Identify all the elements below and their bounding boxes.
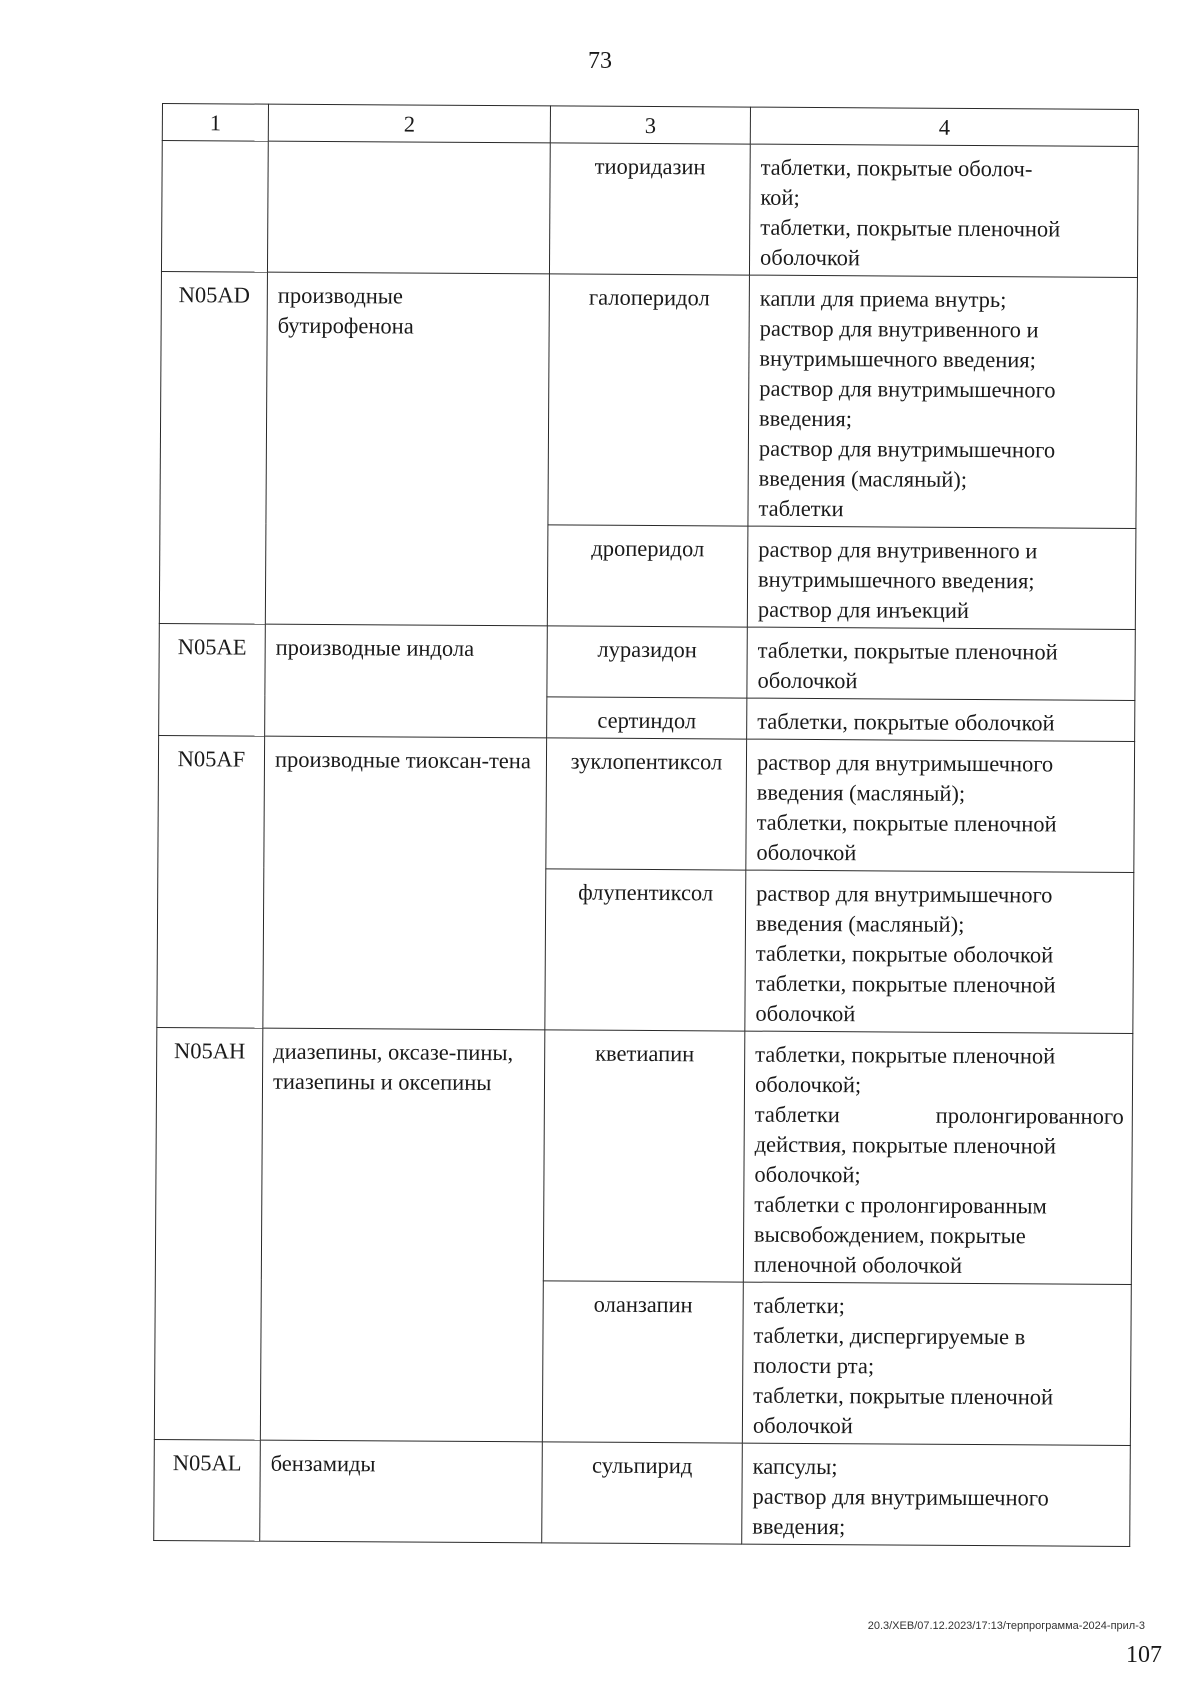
dosage-form-line: таблетки, покрытые пленочной xyxy=(755,970,1056,998)
drug-name-cell: сульпирид xyxy=(542,1442,743,1544)
dosage-form-line: таблетки пролонгированного xyxy=(754,1101,1124,1129)
table-row xyxy=(159,623,1135,700)
group-cell: бензамиды xyxy=(260,1440,543,1543)
table-row xyxy=(155,1027,1133,1284)
dosage-forms-cell xyxy=(747,698,1135,741)
atc-code-cell: N05AE xyxy=(159,623,266,736)
dosage-forms-cell xyxy=(747,526,1136,629)
dosage-forms-cell xyxy=(745,870,1134,1033)
dosage-form-line: раствор для внутримышечного xyxy=(759,375,1056,403)
dosage-form-line: таблетки, диспергируемые в xyxy=(753,1322,1026,1350)
dosage-form-line: таблетки, покрытые оболочкой xyxy=(757,708,1055,736)
drug-name-cell: тиоридазин xyxy=(549,143,750,275)
dosage-form-line: таблетки, покрытые пленочной xyxy=(755,1041,1056,1069)
dosage-form-line: раствор для внутримышечного xyxy=(758,435,1056,463)
dosage-forms-cell xyxy=(749,144,1138,277)
group-cell: производные индола xyxy=(265,624,548,738)
dosage-form-line: раствор для внутривенного и xyxy=(759,315,1039,343)
dosage-form-line: полости рта; xyxy=(753,1352,875,1379)
drug-name-cell: сертиндол xyxy=(547,697,747,739)
dosage-form-line: оболочкой xyxy=(755,1000,856,1027)
dosage-form-line: введения; xyxy=(752,1513,846,1540)
table-row xyxy=(158,735,1135,872)
table-row xyxy=(161,141,1138,278)
dosage-forms-cell xyxy=(742,1282,1131,1445)
drug-name-cell: оланзапин xyxy=(542,1281,743,1443)
drug-name-cell: кветиапин xyxy=(543,1030,745,1282)
dosage-form-line: введения (масляный); xyxy=(758,465,968,492)
column-header-4: 4 xyxy=(750,107,1138,146)
atc-code-cell: N05AD xyxy=(159,271,267,624)
table-row xyxy=(154,1439,1131,1546)
dosage-form-line: внутримышечного введения; xyxy=(759,345,1037,373)
dosage-form-line: таблетки; xyxy=(753,1292,846,1319)
page-number: 73 xyxy=(588,48,612,74)
drug-name-cell: дроперидол xyxy=(547,525,748,627)
dosage-form-line: таблетки, покрытые оболоч- xyxy=(760,154,1033,182)
dosage-form-line: капсулы; xyxy=(752,1453,838,1480)
dosage-form-line: таблетки, покрытые пленочной xyxy=(753,1382,1054,1410)
dosage-form-line: раствор для внутримышечного xyxy=(756,880,1053,908)
dosage-forms-cell xyxy=(742,1443,1131,1546)
dosage-form-line: оболочкой xyxy=(757,667,858,694)
dosage-form-line: оболочкой xyxy=(759,244,861,271)
dosage-form-line: раствор для внутримышечного xyxy=(756,749,1054,777)
drug-name-cell: галоперидол xyxy=(548,274,750,526)
group-cell: диазепины, оксазе-пины, тиазепины и оксепины xyxy=(260,1028,545,1442)
dosage-form-line: оболочкой xyxy=(752,1412,853,1439)
header-row xyxy=(162,104,1138,147)
dosage-form-line: таблетки с пролонгированным xyxy=(754,1191,1047,1219)
atc-code-cell: N05AF xyxy=(157,735,265,1028)
dosage-form-line: таблетки, покрытые пленочной xyxy=(757,637,1058,665)
dosage-form-line: таблетки, покрытые пленочной xyxy=(756,809,1057,837)
dosage-form-line: таблетки xyxy=(758,495,844,522)
dosage-form-line: введения (масляный); xyxy=(756,779,966,806)
dosage-form-line: высвобождением, покрытые xyxy=(754,1221,1026,1249)
sheet-number: 107 xyxy=(1126,1642,1162,1668)
table-row xyxy=(160,271,1138,528)
dosage-form-line: действия, покрытые пленочной xyxy=(754,1131,1057,1159)
drug-name-cell: зуклопентиксол xyxy=(546,738,747,870)
drug-name-cell: луразидон xyxy=(547,626,747,698)
dosage-forms-cell xyxy=(748,275,1138,528)
dosage-form-line: введения (масляный); xyxy=(755,910,965,937)
column-header-2: 2 xyxy=(268,104,550,143)
dosage-form-line: таблетки, покрытые пленочной xyxy=(760,214,1061,242)
dosage-form-line: введения; xyxy=(759,405,853,432)
dosage-form-line: таблетки, покрытые оболочкой xyxy=(755,940,1054,968)
dosage-form-line: оболочкой; xyxy=(754,1161,861,1188)
dosage-forms-cell xyxy=(747,627,1135,700)
group-cell: производные тиоксан-тена xyxy=(263,736,547,1030)
dosage-form-line: раствор для внутривенного и xyxy=(758,536,1038,564)
atc-code-cell: N05AL xyxy=(154,1439,261,1541)
column-header-3: 3 xyxy=(550,106,750,144)
atc-code-cell xyxy=(161,141,268,273)
atc-code-cell: N05AH xyxy=(154,1027,263,1440)
dosage-form-line: капли для приема внутрь; xyxy=(759,285,1007,313)
group-cell xyxy=(267,141,550,274)
group-cell: производные бутирофенона xyxy=(265,272,549,626)
column-header-1: 1 xyxy=(162,104,268,142)
dosage-forms-cell xyxy=(743,1031,1133,1284)
dosage-form-line: оболочкой xyxy=(756,839,857,866)
document-code: 20.3/ХЕВ/07.12.2023/17:13/терпрограмма-2024-прил-3 xyxy=(867,1620,1145,1632)
dosage-form-line: оболочкой; xyxy=(754,1071,862,1098)
dosage-form-line: пленочной оболочкой xyxy=(753,1251,963,1278)
dosage-form-line: раствор для инъекций xyxy=(757,596,970,623)
dosage-forms-cell xyxy=(746,739,1135,872)
dosage-form-line: внутримышечного введения; xyxy=(758,566,1035,594)
drug-table xyxy=(153,103,1139,1547)
dosage-form-line: кой; xyxy=(760,184,800,210)
dosage-form-line: раствор для внутримышечного xyxy=(752,1483,1049,1511)
drug-name-cell: флупентиксол xyxy=(545,869,746,1031)
